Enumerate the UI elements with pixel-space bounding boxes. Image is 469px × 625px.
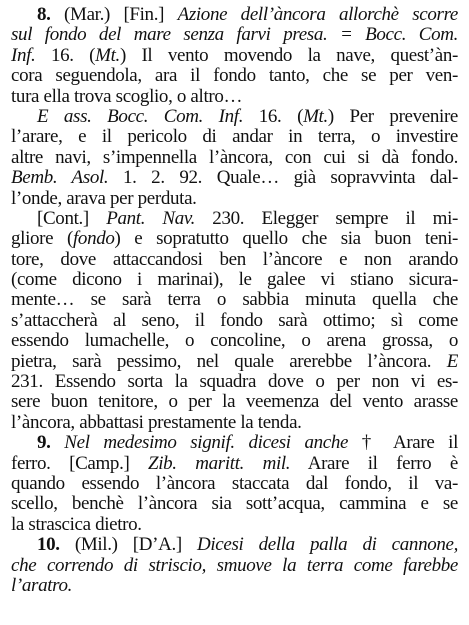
- italic-text: l’aratro.: [11, 574, 73, 596]
- italic-text: che correndo di striscio, smuove la terra come farebbe: [11, 554, 458, 576]
- cont-line-2: [11, 229, 458, 249]
- e-ass-line-2: [11, 127, 458, 147]
- sense-9-line-5: [11, 515, 458, 535]
- sense-8-line-1: [11, 5, 458, 25]
- sense-8-line-4: [11, 66, 458, 86]
- body-text: tura ella trova scoglio, o altro…: [11, 85, 243, 107]
- body-text: sere buon tenitore, o per la veemenza del vento arasse: [11, 391, 458, 413]
- body-text: 231. Essendo sorta la squadra dove o per non vi es-: [11, 371, 458, 393]
- body-text: mente… se sarà terra o sabbia minuta quella che: [11, 289, 458, 311]
- body-text: 1. 2. 92. Quale… già sopravvinta dal-: [108, 167, 458, 189]
- sense-number: 10.: [37, 534, 60, 556]
- body-text: (come dicono i marinai), le galee vi stiano sicura-: [11, 269, 458, 291]
- body-text: 16. (: [243, 105, 304, 127]
- sense-10-line-3: [11, 576, 458, 596]
- italic-text: Inf.: [11, 44, 36, 66]
- e-ass-line-5: [11, 189, 458, 209]
- sense-8-line-5: [11, 87, 458, 107]
- italic-text: Azione dell’àncora allorchè scorre: [177, 4, 458, 25]
- sense-8-line-3: [11, 46, 458, 66]
- sense-10-line-1: [11, 535, 458, 555]
- body-text: gliore (: [11, 228, 73, 250]
- body-text: altre navi, s’impennella l’àncora, con cui si dà fondo.: [11, 146, 458, 168]
- italic-text: Zib. maritt. mil.: [148, 452, 291, 474]
- italic-text: Dicesi della palla di cannone,: [197, 534, 459, 556]
- italic-text: Bemb. Asol.: [11, 167, 109, 189]
- body-text: ferro. [Camp.]: [11, 452, 149, 474]
- body-text: ) Per prevenire: [327, 105, 459, 127]
- cont-line-4: [11, 270, 458, 290]
- cont-line-5: [11, 290, 458, 310]
- body-text: la strascica dietro.: [11, 513, 142, 535]
- cont-line-9: [11, 372, 458, 392]
- body-text: pietra, sarà pessimo, nel quale arerebbe l’àncora.: [11, 350, 447, 372]
- cont-line-8: [11, 352, 458, 372]
- cont-line-1: [11, 209, 458, 229]
- body-text: [Cont.]: [37, 207, 107, 229]
- body-text: s’attaccherà al seno, il fondo sarà ottimo; sì come: [11, 309, 458, 331]
- body-text: (Mil.) [D’A.]: [59, 534, 197, 556]
- italic-text: fondo: [72, 228, 115, 250]
- body-text: scello, benchè l’àncora sia sott’acqua, cammina e se: [11, 493, 458, 515]
- cont-line-6: [11, 311, 458, 331]
- e-ass-line-4: [11, 168, 458, 188]
- body-text: ) Il vento movendo la nave, quest’àn-: [119, 44, 458, 66]
- body-text: cora seguendola, ara il fondo tanto, che se per ven-: [11, 65, 458, 87]
- body-text: essendo lumachelle, o concoline, o arena grossa, o: [11, 330, 458, 352]
- italic-text: Mt.: [303, 105, 328, 127]
- sense-10-line-2: [11, 556, 458, 576]
- e-ass-line-1: [11, 107, 458, 127]
- italic-text: E: [446, 350, 458, 372]
- italic-text: Pant. Nav.: [106, 207, 195, 229]
- sense-9-line-1: [11, 433, 458, 453]
- cont-line-11: [11, 413, 458, 433]
- sense-9-line-4: [11, 494, 458, 514]
- body-text: l’onde, arava per perduta.: [11, 187, 197, 209]
- italic-text: Nel medesimo signif. dicesi anche: [64, 432, 349, 454]
- sense-number: 9.: [37, 432, 51, 454]
- body-text: l’àncora, abbattasi prestamente la tenda.: [11, 411, 302, 433]
- cont-line-7: [11, 331, 458, 351]
- body-text: † Arare il: [348, 432, 459, 454]
- body-text: 230. Elegger sempre il mi-: [194, 207, 458, 229]
- body-text: quando essendo l’àncora staccata dal fondo, il va-: [11, 472, 458, 494]
- sense-9-line-2: [11, 454, 458, 474]
- cont-line-3: [11, 250, 458, 270]
- cont-line-10: [11, 392, 458, 412]
- body-text: Arare il ferro è: [290, 452, 458, 474]
- italic-text: E ass. Bocc. Com. Inf.: [37, 105, 244, 127]
- sense-number: 8.: [37, 4, 51, 25]
- e-ass-line-3: [11, 148, 458, 168]
- body-text: 16. (: [35, 44, 96, 66]
- body-text: [51, 432, 65, 453]
- italic-text: sul fondo del mare senza farvi presa. = Bocc. Com.: [11, 24, 458, 46]
- sense-8-line-2: [11, 25, 458, 45]
- body-text: l’arare, e il pericolo di andar in terra, o investire: [11, 126, 458, 148]
- body-text: tore, dove attaccandosi ben l’àncore e non arando: [11, 248, 458, 270]
- sense-9-line-3: [11, 474, 458, 494]
- italic-text: Mt.: [95, 44, 120, 66]
- body-text: ) e sopratutto quello che sia buon teni-: [114, 228, 458, 250]
- body-text: (Mar.) [Fin.]: [50, 4, 178, 25]
